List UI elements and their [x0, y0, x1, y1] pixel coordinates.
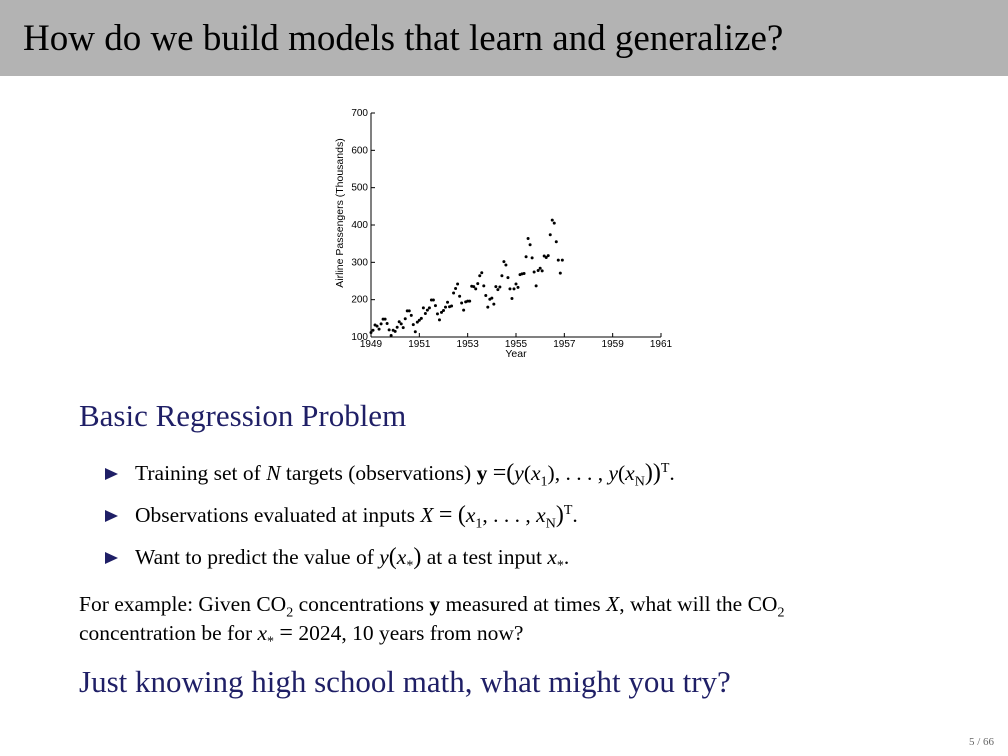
math-var: x	[465, 503, 476, 527]
data-point	[478, 274, 481, 277]
data-point	[533, 271, 536, 274]
math-subscript: 1	[475, 516, 483, 532]
example-text: For example: Given CO	[79, 592, 287, 616]
data-point	[388, 328, 391, 331]
y-tick-label: 400	[351, 220, 368, 231]
data-point	[494, 285, 497, 288]
data-point	[426, 309, 429, 312]
data-point	[535, 284, 538, 287]
data-point	[551, 219, 554, 222]
math-sep: , . . . ,	[482, 503, 531, 527]
data-point	[408, 309, 411, 312]
data-point	[452, 291, 455, 294]
math-var: x	[536, 503, 546, 527]
data-point	[517, 286, 520, 289]
math-var: x	[396, 545, 407, 569]
math-period: .	[669, 461, 675, 485]
y-axis-label: Airline Passengers (Thousands)	[334, 138, 346, 288]
math-period: .	[563, 545, 570, 569]
math-vector: y	[429, 592, 441, 616]
data-point	[376, 325, 379, 328]
math-equals: =	[492, 460, 507, 486]
data-point	[549, 233, 552, 236]
slide-title: How do we build models that learn and generalize?	[23, 18, 784, 59]
data-point	[404, 317, 407, 320]
x-tick-label: 1955	[504, 339, 528, 350]
y-tick-label: 100	[351, 332, 368, 343]
data-point	[380, 322, 383, 325]
bullet-text: Training set of	[135, 461, 261, 485]
example-line-2	[79, 619, 939, 648]
y-tick-label: 500	[351, 182, 368, 194]
bullet-text: targets (observations)	[285, 461, 472, 485]
math-subscript: 2	[777, 605, 785, 621]
math-subscript: *	[406, 558, 414, 574]
math-transpose: T	[660, 460, 670, 476]
data-point	[527, 237, 530, 240]
x-tick-label: 1959	[601, 339, 624, 350]
data-point	[396, 326, 399, 329]
data-point	[496, 288, 499, 291]
data-point	[420, 317, 423, 320]
math-paren: )	[413, 544, 422, 570]
data-point	[553, 222, 556, 225]
x-tick-label: 1961	[649, 339, 673, 350]
data-point	[442, 309, 445, 312]
data-point	[444, 306, 447, 309]
math-var: y	[514, 461, 524, 485]
section-heading: Basic Regression Problem	[79, 398, 407, 433]
y-tick-label: 300	[351, 257, 368, 269]
bullet-triangle-icon	[105, 552, 118, 564]
math-paren: )	[555, 502, 564, 528]
data-point	[402, 326, 405, 329]
data-point	[492, 303, 495, 306]
data-point	[438, 318, 441, 321]
x-axis-label: Year	[505, 348, 527, 360]
data-point	[386, 322, 389, 325]
example-paragraph	[79, 590, 939, 648]
x-tick-label: 1957	[553, 339, 576, 350]
data-point	[502, 260, 505, 263]
math-transpose: T	[563, 502, 573, 518]
data-point	[432, 299, 435, 302]
data-point	[512, 287, 515, 290]
data-point	[500, 274, 503, 277]
bullet-triangle-icon	[105, 510, 118, 522]
y-tick-label: 700	[351, 108, 368, 119]
data-point	[490, 297, 493, 300]
bullet-text: at a test input	[426, 545, 542, 569]
data-point	[434, 304, 437, 307]
data-point	[458, 295, 461, 298]
data-point	[462, 309, 465, 312]
math-var: N	[266, 461, 281, 485]
math-var: x	[547, 545, 557, 569]
data-point	[476, 282, 479, 285]
bullet-text: Want to predict the value of	[135, 545, 374, 569]
math-paren: (	[388, 544, 397, 570]
bullet-text: Observations evaluated at inputs	[135, 503, 416, 527]
data-point	[370, 331, 373, 334]
y-tick-label: 600	[351, 145, 368, 157]
example-text: 2024, 10 years from now?	[298, 621, 524, 645]
math-var: X	[606, 592, 620, 616]
page-number: 5 / 66	[968, 736, 994, 748]
data-point	[504, 263, 507, 266]
data-point	[484, 294, 487, 297]
data-point	[559, 272, 562, 275]
example-line-1	[79, 590, 939, 619]
math-subscript: 1	[540, 474, 548, 490]
data-point	[539, 267, 542, 270]
data-point	[450, 305, 453, 308]
data-point	[390, 334, 393, 337]
math-subscript: *	[267, 634, 275, 650]
math-var: y	[608, 461, 618, 485]
data-point	[523, 272, 526, 275]
math-equals: =	[438, 502, 453, 528]
data-point	[398, 320, 401, 323]
x-tick-label: 1953	[456, 339, 479, 350]
data-point	[547, 254, 550, 257]
example-text: concentration be for	[79, 621, 253, 645]
math-equals: =	[279, 620, 293, 646]
data-point	[472, 285, 475, 288]
x-tick-label: 1951	[408, 339, 431, 350]
data-point	[424, 312, 427, 315]
closing-question: Just knowing high school math, what might you try?	[79, 664, 731, 699]
data-point	[422, 306, 425, 309]
data-point	[555, 240, 558, 243]
data-point	[436, 312, 439, 315]
data-point	[394, 330, 397, 333]
data-point	[454, 287, 457, 290]
math-var: x	[530, 461, 541, 485]
data-point	[414, 330, 417, 333]
data-point	[384, 318, 387, 321]
math-paren: ))	[644, 460, 661, 486]
data-point	[529, 243, 532, 246]
data-point	[480, 271, 483, 274]
data-point	[525, 255, 528, 258]
data-point	[508, 287, 511, 290]
data-point	[446, 301, 449, 304]
math-var: x	[257, 621, 268, 645]
bullet-list	[105, 458, 675, 584]
data-point	[412, 323, 415, 326]
data-point	[468, 300, 471, 303]
data-point	[561, 259, 564, 262]
data-point	[506, 276, 509, 279]
math-var: x	[625, 461, 635, 485]
example-text: measured at times	[445, 592, 601, 616]
math-paren: (	[506, 460, 515, 486]
math-subscript: N	[545, 516, 556, 532]
math-sep: ), . . . ,	[547, 461, 604, 485]
example-text: concentrations	[298, 592, 424, 616]
data-point	[541, 269, 544, 272]
bullet-predict	[105, 542, 675, 584]
data-point	[428, 306, 431, 309]
data-point	[410, 314, 413, 317]
data-point	[372, 329, 375, 332]
data-point	[531, 256, 534, 259]
math-var: y	[379, 545, 389, 569]
math-subscript: N	[634, 474, 645, 490]
data-point	[378, 328, 381, 331]
math-subscript: 2	[286, 605, 294, 621]
math-paren: (	[457, 502, 466, 528]
data-point	[486, 306, 489, 309]
data-point	[474, 287, 477, 290]
data-point	[482, 284, 485, 287]
data-point	[400, 322, 403, 325]
x-tick-label: 1949	[359, 339, 383, 350]
y-tick-label: 200	[351, 294, 368, 306]
bullet-training-set: Training set of N targets (observations) $y =(y(x_1)$, . . . , $y(x_N))^T$.	[105, 458, 675, 500]
passenger-scatter-chart	[325, 100, 685, 365]
data-point	[456, 282, 459, 285]
math-period: .	[572, 503, 578, 527]
bullet-observations	[105, 500, 675, 542]
math-subscript: *	[556, 558, 564, 574]
data-point	[498, 285, 501, 288]
data-point	[460, 302, 463, 305]
example-text: , what will the CO	[619, 592, 778, 616]
math-var: X	[420, 503, 434, 527]
data-point	[537, 269, 540, 272]
bullet-triangle-icon	[105, 468, 118, 480]
title-bar	[0, 0, 1008, 76]
data-point	[557, 259, 560, 262]
math-vector: y	[476, 461, 488, 485]
plot-area	[334, 108, 673, 360]
data-point	[510, 297, 513, 300]
data-point	[515, 282, 518, 285]
